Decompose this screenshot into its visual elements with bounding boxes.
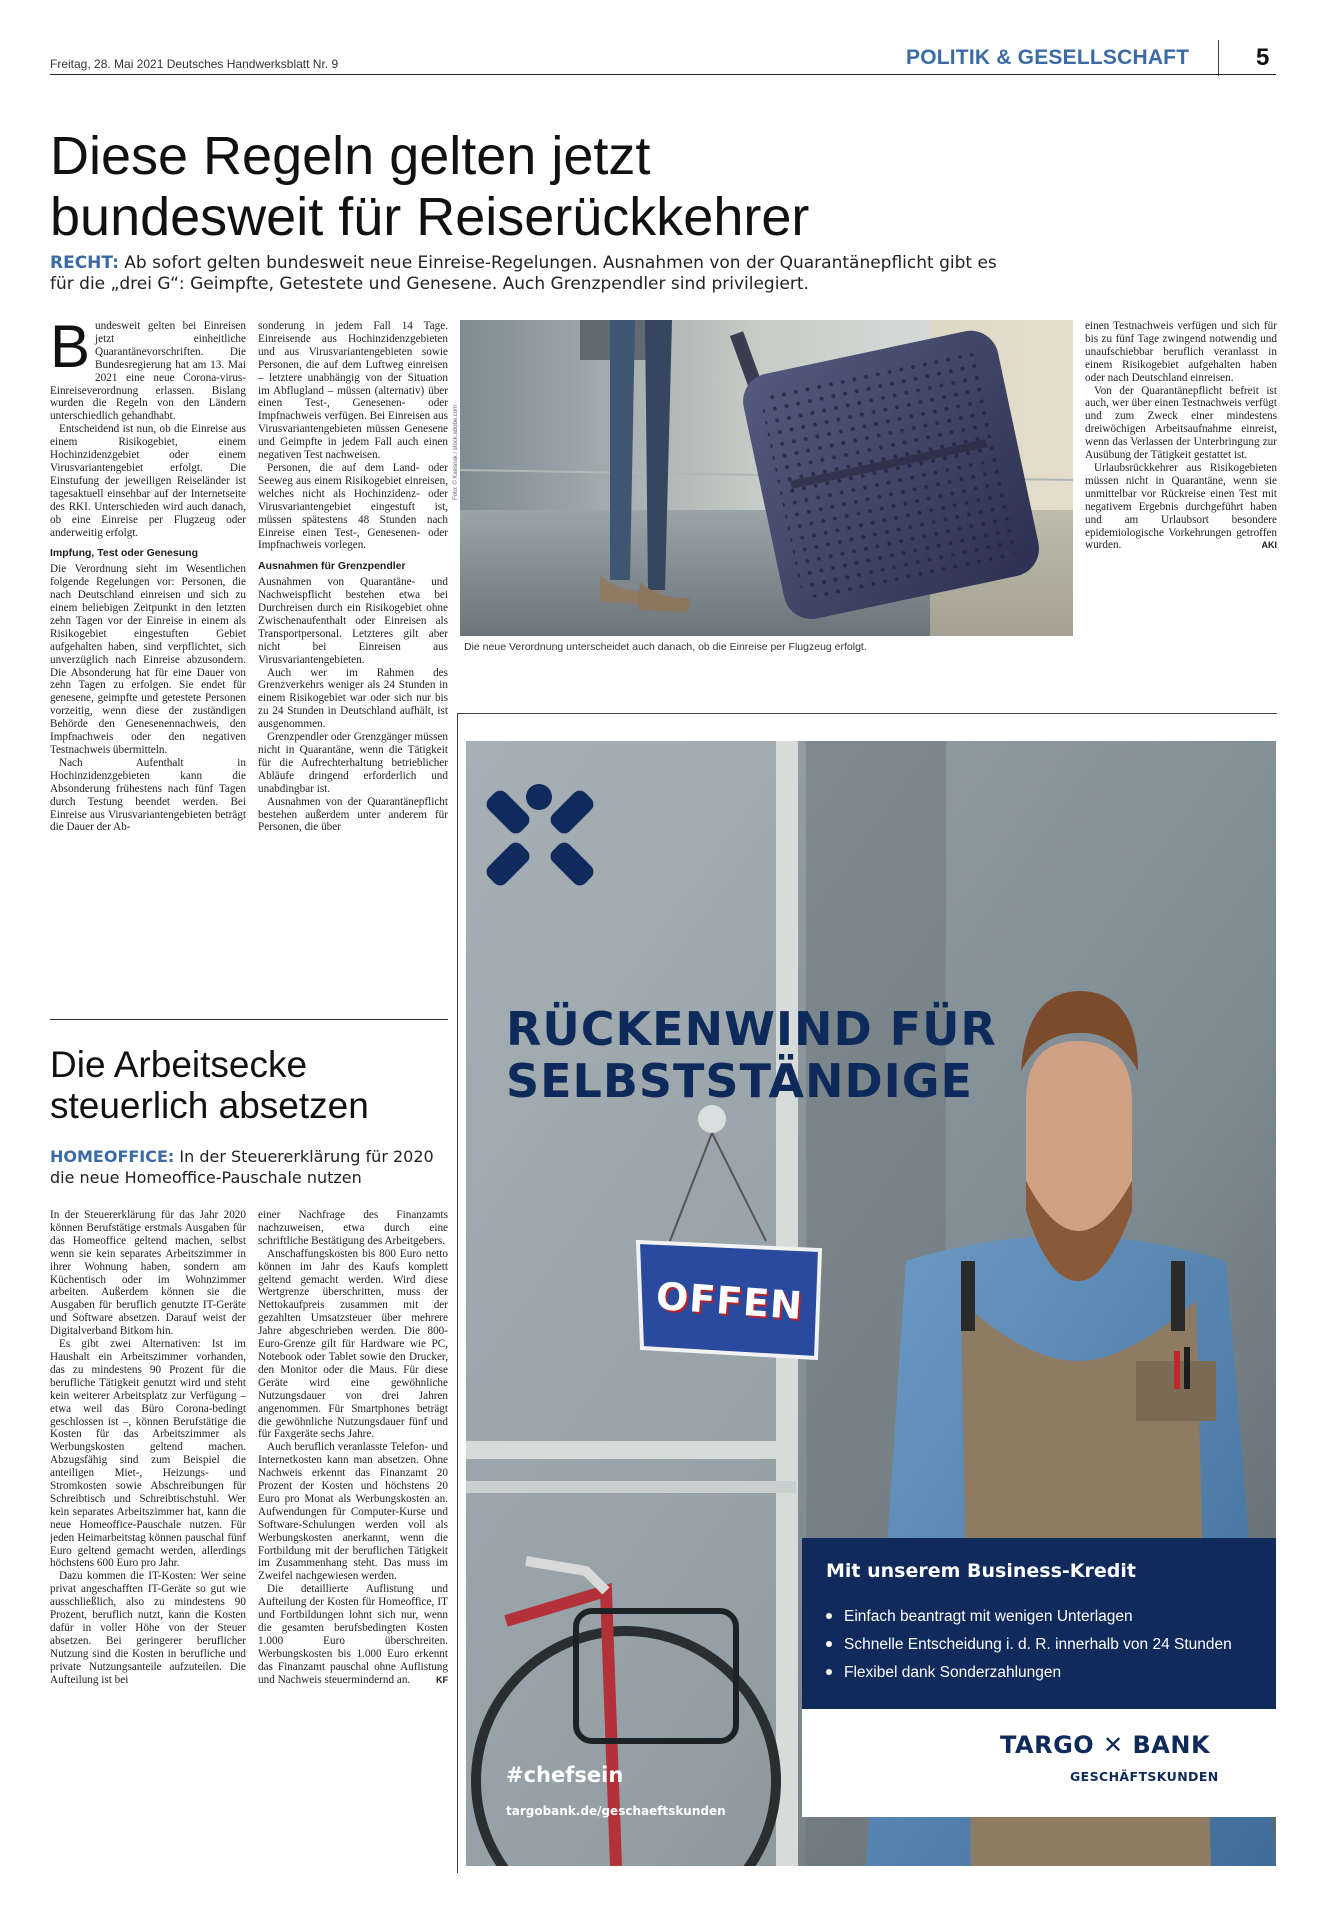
ad-frame	[457, 713, 1277, 714]
article2-rule	[50, 1019, 448, 1020]
ad-headline-line1: RÜCKENWIND FÜR	[506, 1002, 997, 1056]
paragraph: In der Steuererklärung für das Jahr 2020 können Berufstätige erstmals Ausgaben für das Homeoffice geltend machen, selbst wenn sie kein separates Arbeitszimmer in ihrer Wohnung haben, sondern am Küchentisch oder im Wohnzimmer arbeiten. Außerdem können sie die Ausgaben für beruflich genutzte IT-Geräte und Software absetzen. Darauf weist der Digitalverband Bitkom hin.	[50, 1209, 246, 1338]
article1-headline-line1: Diese Regeln gelten jetzt	[50, 126, 651, 186]
benefit-text: Flexibel dank Sonderzahlungen	[844, 1664, 1062, 1681]
paragraph: einer Nachfrage des Finanzamts nachzuweisen, etwa durch eine schriftliche Bestätigung des Arbeitgebers.	[258, 1209, 448, 1247]
article1-deck-text: Ab sofort gelten bundesweit neue Einreise-Regelungen. Ausnahmen von der Quarantänepflicht gibt es für die „drei G“: Geimpfte, Getestete und Genesene. Auch Grenzpendler sind privilegiert.	[50, 253, 997, 294]
paragraph: Grenzpendler oder Grenzgänger müssen nicht in Quarantäne, wenn die Tätigkeit für die Aufrechterhaltung betrieblicher Abläufe dringend erforderlich und unabdingbar ist.	[258, 731, 448, 795]
author-signature: KF	[436, 1674, 448, 1685]
open-sign-label: OFFEN	[654, 1273, 805, 1329]
paragraph: einen Testnachweis verfügen und sich für bis zu fünf Tage zwingend notwendig und unaufschiebbar beruflich veranlasst in einem Risikogebiet aufgehalten haben oder nach Deutschland einreisen.	[1085, 320, 1277, 384]
paragraph: Von der Quarantänepflicht befreit ist auch, wer über einen Testnachweis verfügt und zum Zweck einer mindestens dreiwöchigen Arbeitsaufnahme einreist, wenn das Verlassen der Unterbringung zur Ausübung der Tätigkeit gestattet ist.	[1085, 384, 1277, 462]
issue-info: Freitag, 28. Mai 2021 Deutsches Handwerksblatt Nr. 9	[50, 57, 339, 71]
article1-headline-line2: bundesweit für Reiserückkehrer	[50, 187, 810, 247]
benefit-item	[826, 1664, 1061, 1682]
article2-column-2	[258, 1209, 448, 1687]
subheading: Ausnahmen für Grenzpendler	[258, 560, 406, 573]
bank-advertisement[interactable]	[466, 741, 1276, 1866]
article2-deck-text: In der Steuererklärung für 2020 die neue Homeoffice-Pauschale nutzen	[50, 1147, 434, 1187]
subheading: Impfung, Test oder Genesung	[50, 547, 198, 560]
brand-logo: TARGO ✕ BANK	[1000, 1731, 1211, 1759]
ad-hashtag: #chefsein	[506, 1763, 624, 1787]
article1-column-3	[1085, 320, 1277, 552]
article1-headline	[50, 126, 1050, 248]
article1-deck	[50, 253, 1010, 295]
paragraph: Es gibt zwei Alternativen: Ist im Haushalt ein Arbeitszimmer vorhanden, das zu mindestens 90 Prozent für die berufliche Tätigkeit genutzt wird und steht kein weiterer Arbeitsplatz zur Verfügung – etwa weil das Büro Corona-bedingt geschlossen ist –, können Berufstätige die Kosten für das Arbeitszimmer als Werbungskosten geltend machen. Abzugsfähig sind zum Beispiel die anteiligen Miet-, Heizungs- und Stromkosten sowie Abschreibungen für Schreibtisch und Schreibtischstuhl. Wer kein separates Arbeitszimmer hat, kann die neue Homeoffice-Pauschale nutzen. Für jeden Heimarbeitstag können pauschal fünf Euro geltend gemacht werden, allerdings höchstens 600 Euro pro Jahr.	[50, 1338, 246, 1570]
benefit-text: Einfach beantragt mit wenigen Unterlagen	[844, 1608, 1133, 1625]
author-signature: AKI	[1261, 540, 1277, 551]
ad-headline	[506, 1003, 1026, 1107]
ad-frame	[457, 713, 458, 1873]
dropcap: B	[50, 313, 91, 380]
section-title: POLITIK & GESELLSCHAFT	[906, 46, 1190, 69]
paragraph: Auch wer im Rahmen des Grenzverkehrs weniger als 24 Stunden in einem Risikogebiet war oder sich nur bis zu 24 Stunden in Deutschland aufhält, ist ausgenommen.	[258, 666, 448, 731]
paragraph: Dazu kommen die IT-Kosten: Wer seine privat angeschafften IT-Geräte so gut wie ausschließlich, also zu mindestens 90 Prozent, beruflich nutzt, kann die Kosten dafür in voller Höhe von der Steuer absetzen. Bei geringerer beruflicher Nutzung sind die Kosten in berufliche und private Nutzungsanteile aufzuteilen. Die Aufteilung ist bei	[50, 1570, 246, 1686]
header-rule	[50, 74, 1276, 75]
bullet-icon	[826, 1641, 832, 1647]
paragraph: Auch beruflich veranlasste Telefon- und Internetkosten kann man absetzen. Ohne Nachweis erkennt das Finanzamt 20 Prozent der Kosten und höchstens 20 Euro pro Monat als Werbungskosten an. Aufwendungen für Computer-Kurse und Software-Schulungen werden voll als Werbungskosten anerkannt, wenn die Fortbildung mit der beruflichen Tätigkeit im Zusammenhang steht. Das muss im Zweifel nachgewiesen werden.	[258, 1441, 448, 1583]
article2-headline-line2: steuerlich absetzen	[50, 1085, 369, 1126]
page-number: 5	[1256, 44, 1270, 71]
credit-box-title: Mit unserem Business-Kredit	[826, 1560, 1136, 1582]
paragraph: Anschaffungskosten bis 800 Euro netto können im Jahr des Kaufs komplett geltend gemacht werden. Wird diese Wertgrenze überschritten, muss der Nettokaufpreis zusammen mit der gezahlten Umsatzsteuer über mehrere Jahre abgeschrieben werden. Die 800-Euro-Grenze gilt für Hardware wie PC, Notebook oder Tablet sowie den Drucker, den Monitor oder die Maus. Für diese Geräte wird eine gewöhnliche Nutzungsdauer von drei Jahren angenommen. Für Smartphones beträgt die gewöhnliche Nutzungsdauer fünf und für Faxgeräte sechs Jahre.	[258, 1247, 448, 1441]
ad-headline-line2: SELBSTSTÄNDIGE	[506, 1054, 973, 1108]
paragraph: Personen, die auf dem Land- oder Seeweg aus einem Risikogebiet einreisen, welches nicht als Hochinzidenz- oder Virusvariantengebiet eingestuft ist, müssen spätestens 48 Stunden nach Einreise einen Test-, Genesenen- oder Impfnachweis vorlegen.	[258, 461, 448, 552]
bullet-icon	[826, 1669, 832, 1675]
paragraph-text: Die detaillierte Auflistung und Aufteilung der Kosten für Homeoffice, IT und Fortbildungen lohnt sich nur, wenn die gesamten berufsbedingten Kosten 1.000 Euro überschreiten. Werbungskosten bis 1.000 Euro erkennt das Finanzamt pauschal ohne Auflistung und Nachweis steuermindernd an.	[258, 1583, 448, 1686]
paragraph-text: Urlaubsrückkehrer aus Risikogebieten müssen nicht in Quarantäne, wenn sie unmittelbar vor Rückreise einen Test mit negativem Ergebnis durchgeführt haben und am Urlaubsort besondere epidemiologische Vorkehrungen getroffen wurden.	[1085, 461, 1277, 552]
paragraph: undesweit gelten bei Einreisen jetzt einheitliche Quarantänevorschriften. Die Bundesregierung hat am 13. Mai 2021 eine neue Corona-virus-Einreiseverordnung erlassen. Bislang wurden die Regeln von den Ländern unterschiedlich gehandhabt.	[50, 320, 246, 423]
brand-logo-box[interactable]	[802, 1709, 1276, 1817]
photo-credit: Foto: © Kaesnak / stock.adobe.com	[453, 404, 459, 500]
article1-photo	[460, 320, 1073, 636]
paragraph: Entscheidend ist nun, ob die Einreise aus einem Risikogebiet, einem Hochinzidenzgebiet oder einem Virusvariantengebiet erfolgt. Die Einstufung der jeweiligen Reiseländer ist tagesaktuell einsehbar auf der Internetseite des RKI. Unterschieden wird auch danach, ob eine Einreise per Flugzeug oder anderweitig erfolgt.	[50, 423, 246, 539]
article1-kicker: RECHT:	[50, 253, 119, 273]
header-divider	[1218, 40, 1219, 76]
brand-subtitle: GESCHÄFTSKUNDEN	[1070, 1769, 1219, 1784]
paragraph: Nach Aufenthalt in Hochinzidenzgebieten kann die Absonderung frühestens nach fünf Tagen durch Testung beendet werden. Bei Einreise aus Virusvariantengebieten beträgt die Dauer der Ab-	[50, 756, 246, 834]
suitcase-illustration	[460, 320, 1073, 636]
bullet-icon	[826, 1613, 832, 1619]
paragraph: Die Verordnung sieht im Wesentlichen folgende Regelungen vor: Personen, die nach Deutschland einreisen und sich zu einem beliebigen Zeitpunkt in den letzten zehn Tagen vor der Einreise in einem als Risikogebiet eingestuften Gebiet aufgehalten haben, sind verpflichtet, sich unverzüglich nach Einreise abzusondern. Die Absonderung hat für eine Dauer von zehn Tagen zu erfolgen. Sie endet für genesene, geimpfte und getestete Personen vorzeitig, wenn diese der zuständigen Behörde den Genesenennachweis, den Impfnachweis oder den negativen Testnachweis übermitteln.	[50, 563, 246, 756]
article1-column-2	[258, 320, 448, 834]
article2-headline	[50, 1044, 450, 1126]
credit-info-box	[802, 1538, 1276, 1709]
open-sign	[634, 1236, 824, 1360]
benefit-text: Schnelle Entscheidung i. d. R. innerhalb von 24 Stunden	[844, 1636, 1232, 1653]
article1-column-1	[50, 313, 246, 834]
ad-url-link[interactable]: targobank.de/geschaeftskunden	[506, 1804, 726, 1818]
article2-column-1	[50, 1209, 246, 1687]
paragraph: sonderung in jedem Fall 14 Tage. Einreisende aus Hochinzidenzgebieten und aus Virusvariantengebieten sowie Personen, die auf dem Luftweg einreisen – letztere unabhängig von der Situation im Abflugland – müssen (alternativ) über einen Test-, Genesenen- oder Impfnachweis verfügen. Bei Einreisen aus Virusvariantengebieten müssen Genesene und Geimpfte in jedem Fall auch einen negativen Test nachweisen.	[258, 320, 448, 462]
article2-deck	[50, 1146, 450, 1188]
paragraph	[258, 1583, 448, 1686]
photo-caption: Die neue Verordnung unterscheidet auch danach, ob die Einreise per Flugzeug erfolgt.	[464, 641, 867, 653]
paragraph	[1085, 462, 1277, 552]
benefit-item	[826, 1608, 1133, 1626]
benefit-item	[826, 1636, 1232, 1654]
article2-kicker: HOMEOFFICE:	[50, 1147, 175, 1166]
article2-headline-line1: Die Arbeitsecke	[50, 1044, 308, 1085]
paragraph: Ausnahmen von Quarantäne- und Nachweispflicht bestehen etwa bei Durchreisen durch ein Risikogebiet ohne Zwischenaufenthalt oder Einreisen als Transportpersonal. Letzteres gilt aber nicht bei Einreisen aus Virusvariantengebieten.	[258, 576, 448, 666]
paragraph: Ausnahmen von der Quarantänepflicht bestehen außerdem unter anderem für Personen, die über	[258, 795, 448, 834]
